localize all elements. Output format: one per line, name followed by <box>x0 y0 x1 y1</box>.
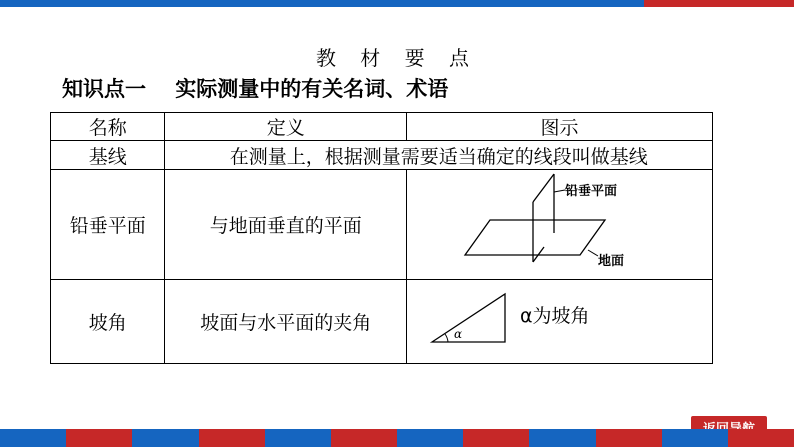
fig-alpha-label: α <box>453 327 462 341</box>
bottom-bar-seg <box>529 429 595 447</box>
bottom-bar-seg <box>331 429 397 447</box>
header-figure: 图示 <box>407 113 713 141</box>
vertical-plane-name: 铅垂平面 <box>51 170 165 280</box>
bottom-bar-seg <box>66 429 132 447</box>
table-row-vertical-plane <box>51 170 713 280</box>
bottom-bar-seg <box>463 429 529 447</box>
vertical-plane-diagram <box>410 170 710 274</box>
top-color-bar <box>0 0 794 7</box>
vertical-plane-figure-cell <box>407 170 713 280</box>
terms-table <box>50 112 713 364</box>
plane-label-leader <box>554 190 565 192</box>
fig-label-plane: 铅垂平面 <box>564 184 617 199</box>
bottom-bar-seg <box>397 429 463 447</box>
slope-angle-diagram <box>410 280 710 358</box>
bottom-bar-seg <box>596 429 662 447</box>
bottom-bar-seg <box>199 429 265 447</box>
table-header-row <box>51 113 713 141</box>
table-row-baseline <box>51 141 713 170</box>
bottom-color-bar <box>0 429 794 447</box>
section-heading: 教 材 要 点 <box>315 46 479 70</box>
vertical-plane-top-edge <box>533 174 554 202</box>
slope-angle-figure-cell <box>407 280 713 364</box>
top-bar-blue <box>0 0 644 7</box>
bottom-bar-seg <box>662 429 728 447</box>
ground-label-leader <box>588 250 598 256</box>
knowledge-point-title: 知识点一 实际测量中的有关名词、术语 <box>62 77 449 101</box>
slope-angle-definition: 坡面与水平面的夹角 <box>165 280 407 364</box>
header-name: 名称 <box>51 113 165 141</box>
bottom-bar-seg <box>728 429 794 447</box>
bottom-bar-seg <box>132 429 198 447</box>
table-row-slope-angle <box>51 280 713 364</box>
angle-arc <box>445 334 448 342</box>
baseline-definition: 在测量上，根据测量需要适当确定的线段叫做基线 <box>165 141 713 170</box>
baseline-name: 基线 <box>51 141 165 170</box>
top-bar-red <box>644 0 794 7</box>
fig-caption: α为坡角 <box>519 305 590 327</box>
slope-triangle <box>432 294 505 342</box>
ground-plane-shape <box>465 220 605 255</box>
header-definition: 定义 <box>165 113 407 141</box>
bottom-bar-seg <box>265 429 331 447</box>
vertical-plane-definition: 与地面垂直的平面 <box>165 170 407 280</box>
fig-label-ground: 地面 <box>597 254 624 269</box>
slope-angle-name: 坡角 <box>51 280 165 364</box>
bottom-bar-seg <box>0 429 66 447</box>
